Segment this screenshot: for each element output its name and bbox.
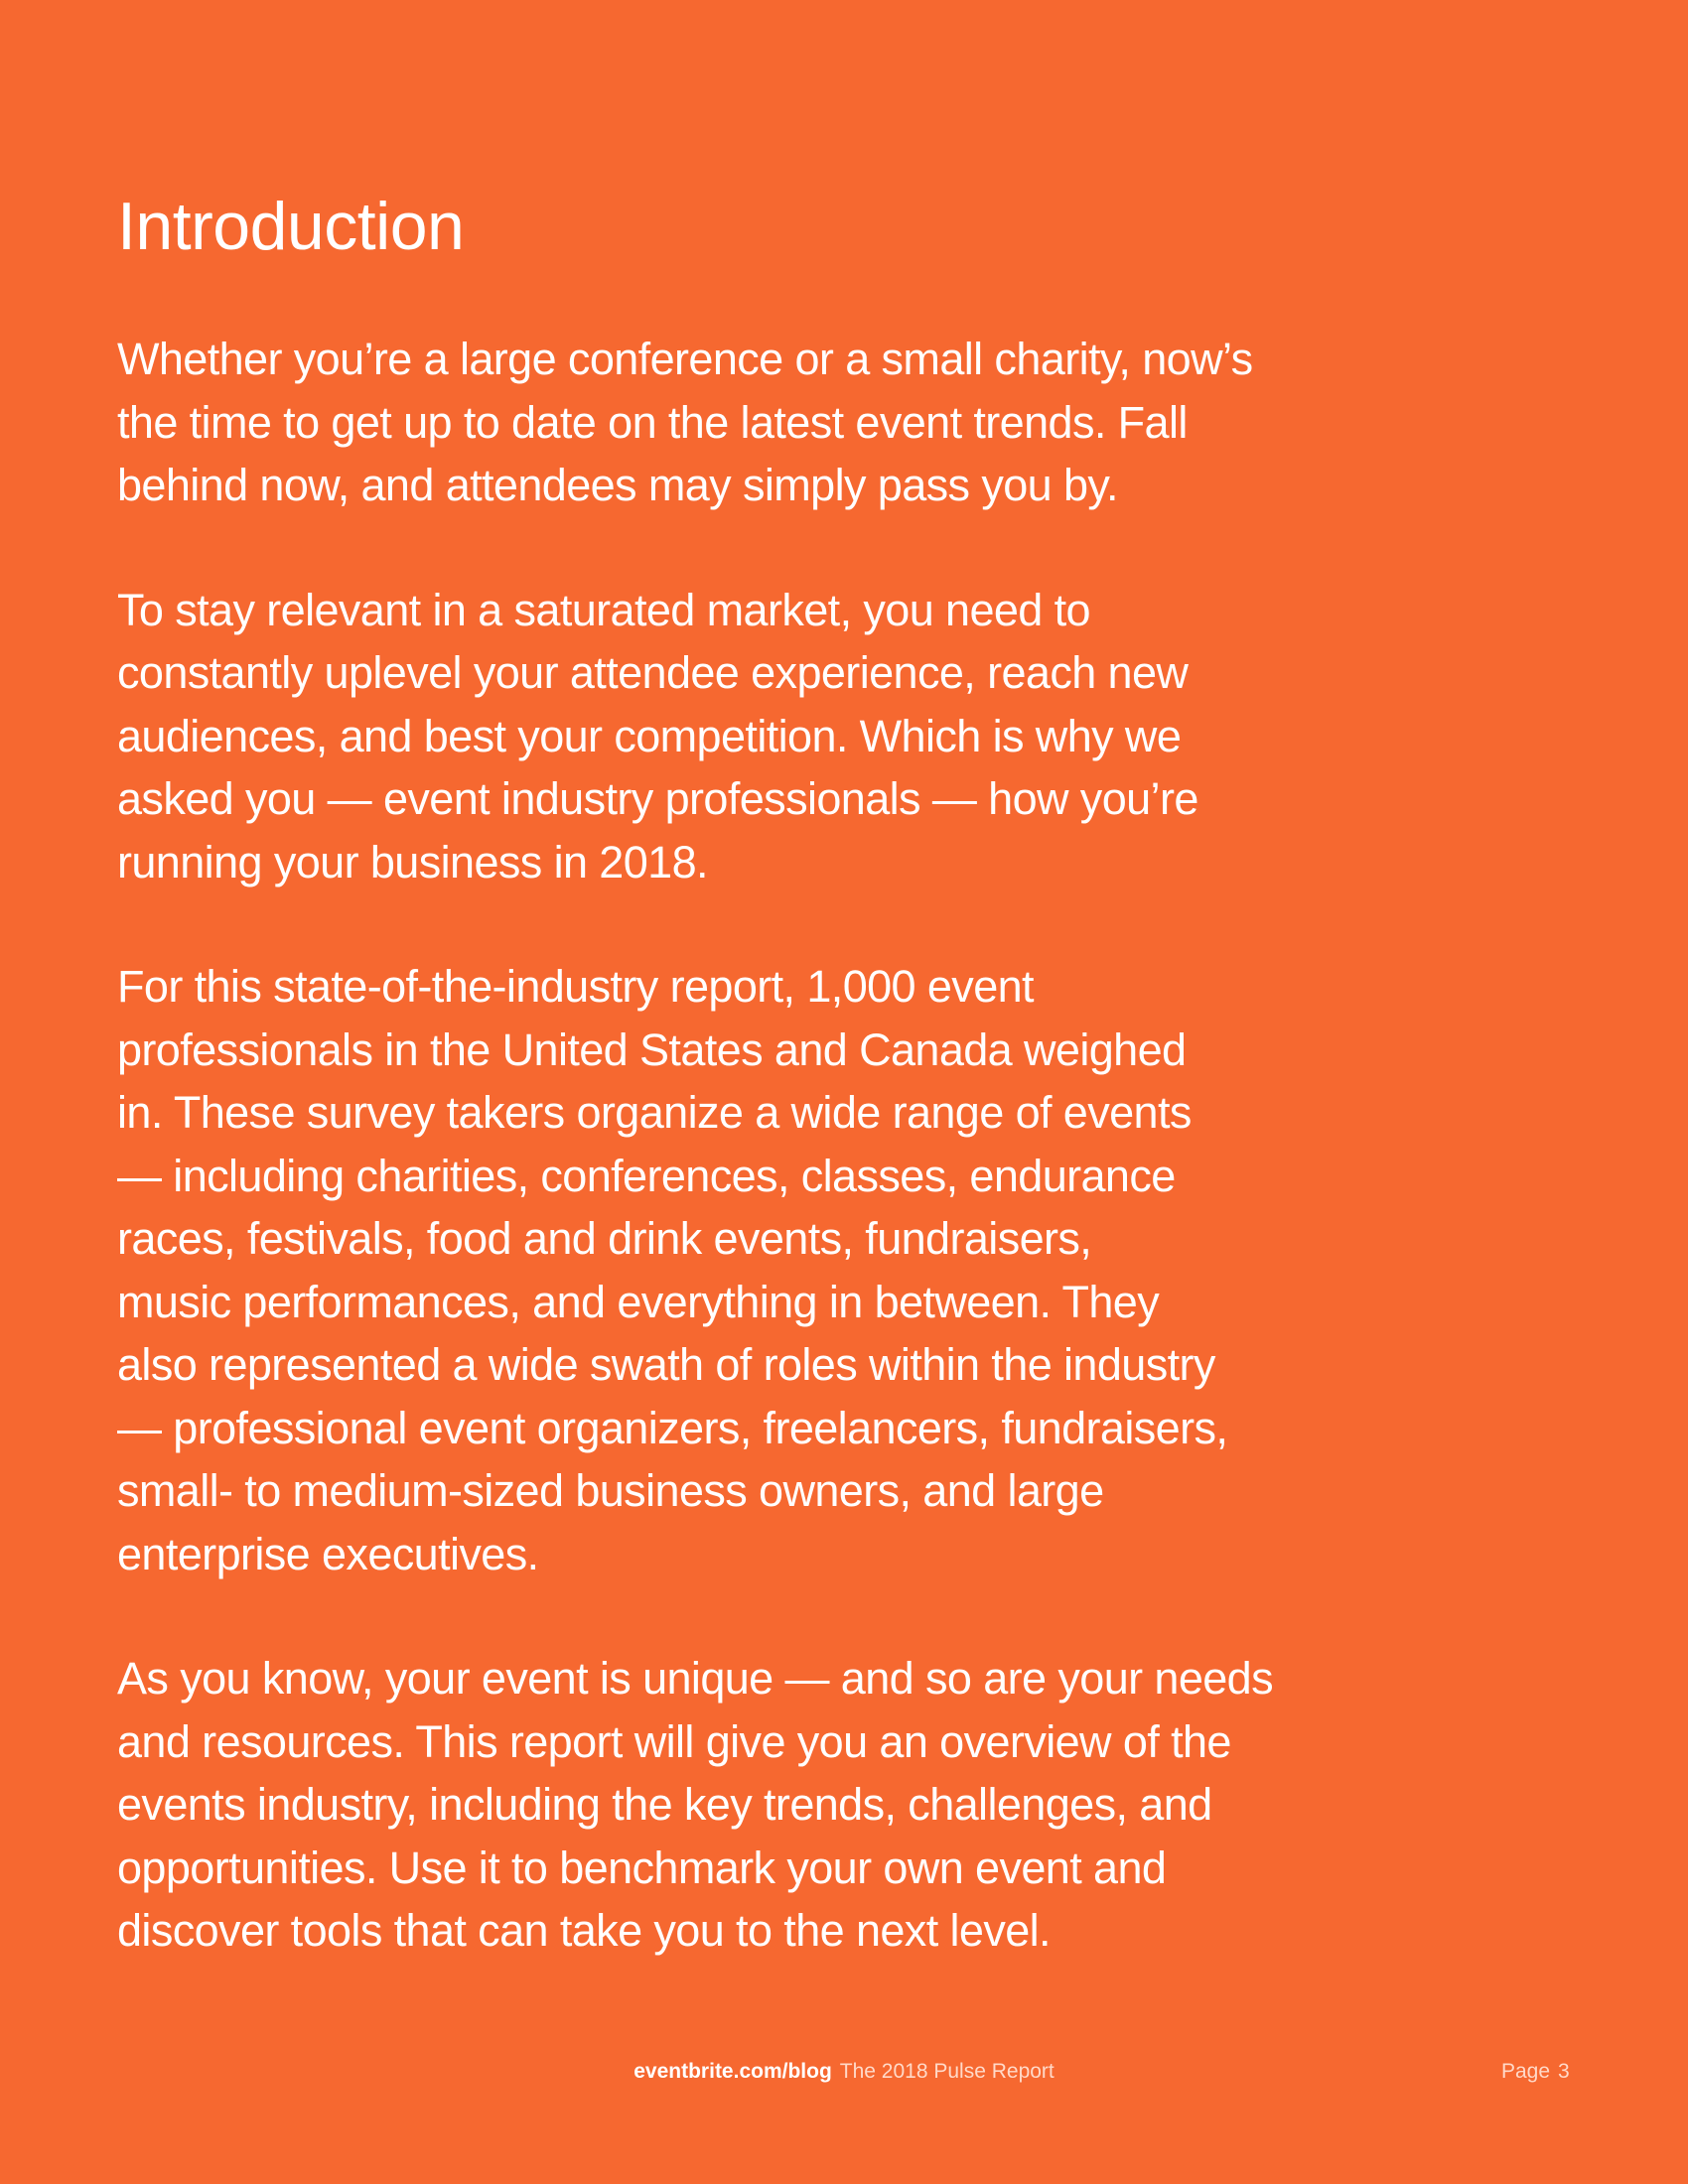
paragraph-line: races, festivals, food and drink events, fundraisers, [117, 1213, 1092, 1264]
page-footer [0, 2057, 1688, 2087]
paragraph-line: asked you — event industry professionals — how you’re [117, 773, 1198, 824]
paragraph-line: professionals in the United States and Canada weighed [117, 1024, 1187, 1075]
paragraph-4 [117, 1647, 1309, 1963]
page-number-value: 3 [1558, 2060, 1570, 2083]
paragraph-line: in. These survey takers organize a wide range of events [117, 1087, 1192, 1138]
footer-url-link[interactable]: eventbrite.com/blog [633, 2060, 832, 2083]
paragraph-line: Whether you’re a large conference or a small charity, now’s [117, 334, 1253, 384]
paragraph-line: behind now, and attendees may simply pass you by. [117, 460, 1118, 510]
paragraph-line: — including charities, conferences, classes, endurance [117, 1150, 1176, 1201]
paragraph-line: small- to medium-sized business owners, and large [117, 1465, 1104, 1516]
body-text [117, 328, 1309, 2024]
paragraph-line: the time to get up to date on the latest event trends. Fall [117, 396, 1188, 448]
paragraph-line: For this state-of-the-industry report, 1,000 event [117, 961, 1034, 1012]
paragraph-line: opportunities. Use it to benchmark your own event and [117, 1842, 1167, 1893]
paragraph-line: events industry, including the key trends, challenges, and [117, 1779, 1212, 1830]
paragraph-line: — professional event organizers, freelancers, fundraisers, [117, 1402, 1228, 1453]
paragraph-line: running your business in 2018. [117, 836, 708, 887]
page-title: Introduction [117, 189, 465, 264]
footer-report-name: The 2018 Pulse Report [839, 2060, 1055, 2083]
paragraph-line: also represented a wide swath of roles within the industry [117, 1339, 1215, 1390]
paragraph-line: As you know, your event is unique — and so are your needs [117, 1653, 1274, 1704]
paragraph-line: music performances, and everything in between. They [117, 1276, 1160, 1327]
paragraph-3 [117, 955, 1309, 1585]
paragraph-line: audiences, and best your competition. Which is why we [117, 710, 1182, 761]
footer-source [0, 2057, 1688, 2087]
paragraph-line: enterprise executives. [117, 1528, 539, 1579]
paragraph-line: discover tools that can take you to the next level. [117, 1905, 1051, 1956]
paragraph-line: To stay relevant in a saturated market, you need to [117, 584, 1090, 635]
paragraph-2 [117, 579, 1309, 894]
paragraph-1 [117, 328, 1309, 517]
paragraph-line: and resources. This report will give you an overview of the [117, 1715, 1231, 1767]
page-number [1501, 2057, 1570, 2087]
paragraph-line: constantly uplevel your attendee experience, reach new [117, 647, 1189, 698]
page-number-label: Page [1501, 2060, 1551, 2083]
